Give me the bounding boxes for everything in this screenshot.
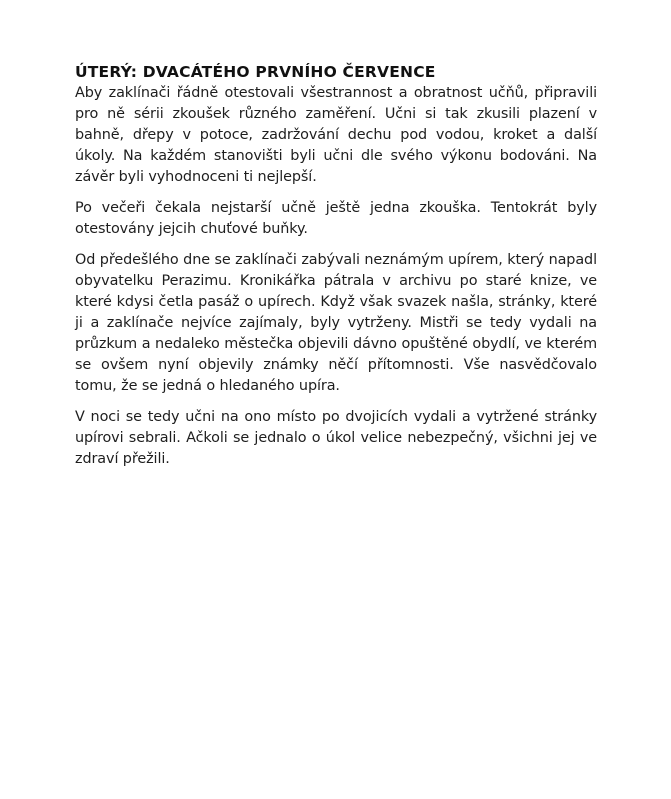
- paragraph-dinner: Po večeři čekala nejstarší učně ještě jedna zkouška. Tentokrát byly otestovány jejcih chuťové buňky.: [75, 200, 597, 237]
- paragraph-vampire: Od předešlého dne se zaklínači zabývali neznámým upírem, který napadl obyvatelku Perazimu. Kronikářka pátrala v archivu po staré knize, ve které kdysi četla pasáž o upírech. Když však svazek našla, stránky, které ji a zaklínače nejvíce zajímaly, byly vytrženy. Mistři se tedy vydali na průzkum a nedaleko městečka objevili dávno opuštěné obydlí, ve kterém se ovšem nyní objevily známky něčí přítomnosti. Vše nasvědčovalo tomu, že se jedná o hledaného upíra.: [75, 252, 597, 394]
- paragraph-night: V noci se tedy učni na ono místo po dvojicích vydali a vytržené stránky upírovi sebrali. Ačkoli se jednalo o úkol velice nebezpečný, všichni jej ve zdraví přežili.: [75, 409, 597, 467]
- document-page: [75, 62, 597, 480]
- paragraph-tests: Aby zaklínači řádně otestovali všestrannost a obratnost učňů, připravili pro ně sérii zkoušek různého zaměření. Učni si tak zkusili plazení v bahně, dřepy v potoce, zadržování dechu pod vodou, kroket a další úkoly. Na každém stanovišti byli učni dle svého výkonu bodováni. Na závěr byli vyhodnoceni ti nejlepší.: [75, 85, 597, 185]
- section-heading: ÚTERÝ: DVACÁTÉHO PRVNÍHO ČERVENCE: [75, 63, 436, 81]
